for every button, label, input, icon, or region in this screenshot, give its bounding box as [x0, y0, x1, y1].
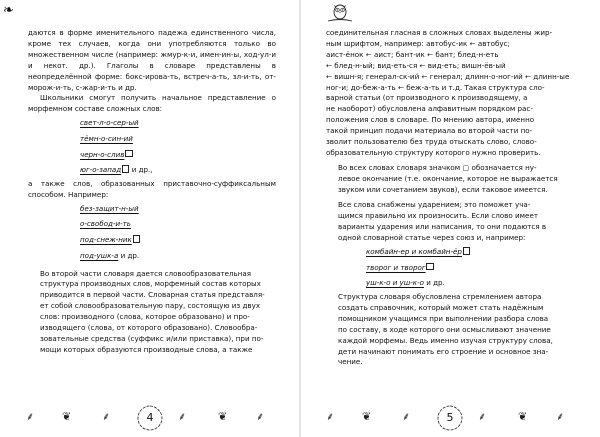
leaf-branch-icon: ⸙: [102, 410, 111, 423]
right-page: [300, 0, 600, 437]
leaf-branch-icon: ❦: [518, 410, 528, 423]
right-paragraph-4: Структура словаря обусловлена стремлением автора создать справочник, который может стать надёжным помощником учащимся при выполнении разбора слова по составу, в ходе которого они осмысливают значение каждой морфемы. Ведь именно изучая структуру слова, дети начинают понимать его строение и основное зна- чение.: [338, 291, 553, 367]
right-text-column: [326, 28, 574, 368]
example-word: комбайн-ер и комбайн-ёр: [366, 245, 574, 259]
leaf-branch-icon: ⸙: [326, 410, 335, 423]
leaf-branch-icon: ⸙: [256, 410, 265, 423]
right-paragraph-2: Во всех словах словаря значком ▢ обозначается ну- левое окончание (т.е. окончание, которое не выражается звуком или сочетанием звуков), если таковое имеется.: [338, 163, 558, 195]
right-paragraph-1: соединительная гласная в сложных словах выделены жир- ным шрифтом, например: автобус-ик ← автобус; аист-ёнок ← аист; бант-ик ← бант; блед-н-еть ← блед-н-ый; вид-еть-ся ← вид-еть; вишн-ёв-ый ← вишн-я; генерал-ск-ий ← генерал; длинн-о-ног-ий ← длинн-ые ног-и; до-беж-а-ть ← беж-а-ть и т.д. Такая структура сло- варной статьи (от производного к производящему, а не наоборот) обусловлена алфавитным порядком рас- положения слов в словаре. По мнению автора, именно такой принцип подачи материала во второй части по- зволит пользователю без труда отыскать слово, слово- образовательную структуру которого нужно проверить.: [326, 28, 570, 157]
left-paragraph-1: даются в форме именительного падежа единственного числа, кроме тех случаев, когда они употребляются только во множественном числе (например: жмур-к-и, имен-ин-ы, ход-ул-и и некот. др.). Глаголы в словаре представлены в неопределённой форме: бокс-ирова-ть, встреч-а-ть, зл-и-ть, от-морож-и-ть, с-жар-и-ть и др.: [28, 28, 276, 92]
leaf-branch-icon: ❦: [218, 410, 228, 423]
example-word: под-снеж-ник: [80, 233, 276, 247]
example-word: творог и творог: [366, 261, 574, 275]
example-word: уш-к-о и уш-к-о и др.: [366, 278, 445, 288]
leaf-branch-icon: ❦: [362, 410, 372, 423]
leaf-branch-icon: ⸙: [556, 410, 565, 423]
examples-stress-variants: [326, 245, 574, 291]
right-paragraph-3: Все слова снабжены ударением; это поможет уча- щимся правильно их произносить. Если слово имеет варианты ударения или написания, то они подаются в одной словарной статье через союз и, например:: [338, 200, 547, 243]
left-text-column: [28, 28, 276, 356]
left-footer: [0, 405, 300, 431]
zero-ending-icon: [463, 247, 471, 255]
leaf-branch-icon: ❦: [62, 410, 72, 423]
example-word: о-свобод-и-ть: [80, 219, 131, 229]
examples-compound-words: [28, 116, 276, 177]
zero-ending-icon: [133, 235, 141, 243]
owl-icon: [326, 1, 354, 23]
zero-ending-icon: [426, 263, 434, 271]
example-word: под-ушк-а и др.: [80, 250, 140, 260]
leaf-branch-icon: ⸙: [402, 410, 411, 423]
example-word: черн-о-слив: [80, 148, 276, 162]
example-word: тёмн-о-син-ий: [80, 134, 133, 144]
page-number: 5: [437, 405, 463, 431]
example-word: без-защит-н-ый: [80, 203, 139, 213]
zero-ending-icon: [125, 150, 133, 158]
leaf-sprig-icon: ❧: [3, 3, 14, 18]
example-word: свет-л-о-сер-ый: [80, 118, 139, 128]
left-paragraph-4: Во второй части словаря дается словообразовательная структура производных слов, морфемный состав которых приводится в первой части. Словарная статья представля- ет собой словообразовательную пару, состоящую из двух слов: производного (слова, которое образовано) и про- изводящего (слова, от которого образовано). Словообра- зовательные средства (суффикс и/или приставка), при по- мощи которых образуются производные слова, а также: [40, 268, 265, 354]
leaf-branch-icon: ⸙: [178, 410, 187, 423]
examples-prefix-suffix-words: [28, 202, 276, 263]
leaf-branch-icon: ⸙: [26, 410, 35, 423]
left-paragraph-2: Школьники смогут получить начальное представление о морфемном составе сложных слов:: [28, 93, 276, 114]
right-footer: [300, 405, 600, 431]
zero-ending-icon: [122, 165, 130, 173]
example-word: юг-о-запад и др.,: [80, 165, 153, 175]
leaf-branch-icon: ⸙: [478, 410, 487, 423]
left-paragraph-3: а также слов, образованных приставочно-суффиксальным способом. Например:: [28, 178, 276, 199]
page-number: 4: [137, 405, 163, 431]
